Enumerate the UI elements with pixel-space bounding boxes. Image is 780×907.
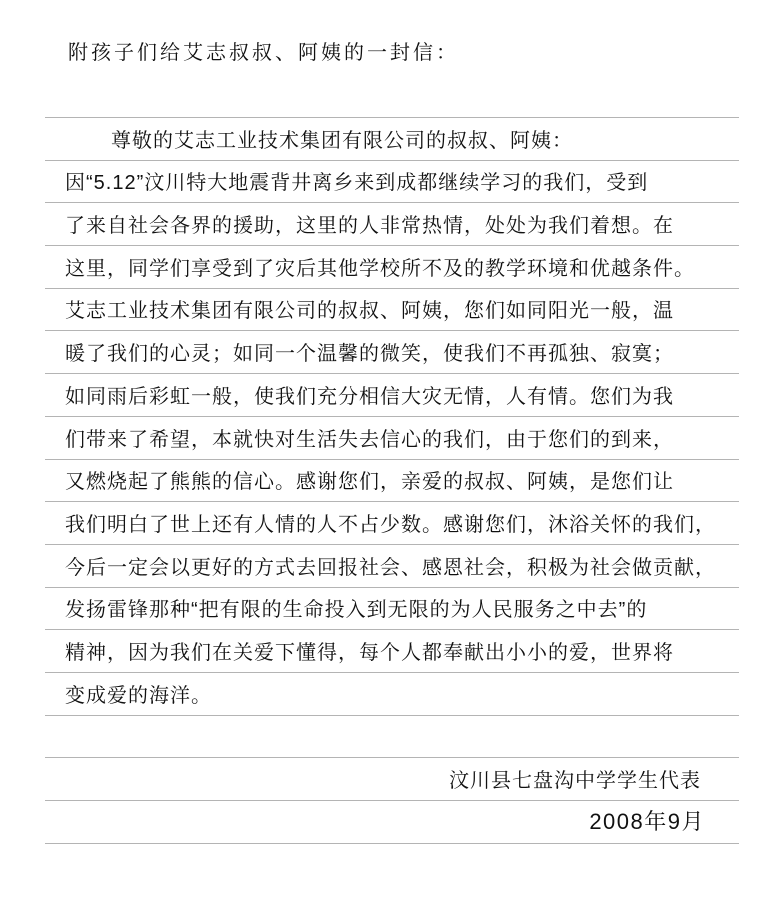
empty-ruled-line (45, 716, 739, 759)
letter-line: 今后一定会以更好的方式去回报社会、感恩社会，积极为社会做贡献， (45, 545, 739, 588)
letter-salutation: 尊敬的艾志工业技术集团有限公司的叔叔、阿姨： (45, 118, 739, 161)
letter-heading: 附孩子们给艾志叔叔、阿姨的一封信： (68, 42, 459, 64)
letter-line: 了来自社会各界的援助，这里的人非常热情，处处为我们着想。在 (45, 203, 739, 246)
letter-line: 发扬雷锋那种“把有限的生命投入到无限的为人民服务之中去”的 (45, 588, 739, 631)
ruled-letter-sheet (45, 117, 739, 844)
letter-line: 暖了我们的心灵；如同一个温馨的微笑，使我们不再孤独、寂寞； (45, 331, 739, 374)
letter-date: 2008年9月 (45, 801, 739, 844)
letter-line: 我们明白了世上还有人情的人不占少数。感谢您们，沐浴关怀的我们， (45, 502, 739, 545)
letter-line: 如同雨后彩虹一般，使我们充分相信大灾无情，人有情。您们为我 (45, 374, 739, 417)
letter-line: 又燃烧起了熊熊的信心。感谢您们，亲爱的叔叔、阿姨，是您们让 (45, 460, 739, 503)
letter-line: 们带来了希望，本就快对生活失去信心的我们，由于您们的到来， (45, 417, 739, 460)
letter-line: 艾志工业技术集团有限公司的叔叔、阿姨，您们如同阳光一般，温 (45, 289, 739, 332)
letter-line: 因“5.12”汶川特大地震背井离乡来到成都继续学习的我们，受到 (45, 161, 739, 204)
letter-line: 精神，因为我们在关爱下懂得，每个人都奉献出小小的爱，世界将 (45, 630, 739, 673)
letter-line: 这里，同学们享受到了灾后其他学校所不及的教学环境和优越条件。 (45, 246, 739, 289)
letter-line: 变成爱的海洋。 (45, 673, 739, 716)
letter-signature: 汶川县七盘沟中学学生代表 (45, 758, 739, 801)
